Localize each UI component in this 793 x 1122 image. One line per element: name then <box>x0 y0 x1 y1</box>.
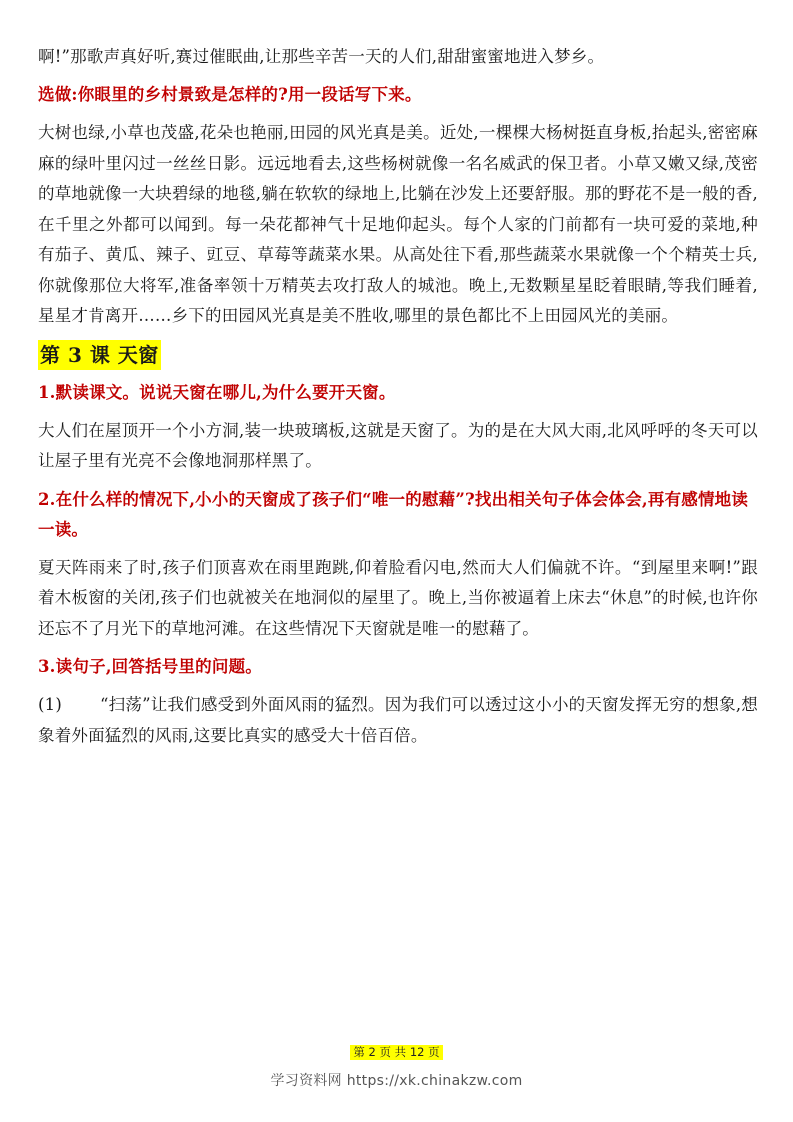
optional-question: 选做:你眼里的乡村景致是怎样的?用一段话写下来。 <box>38 85 422 104</box>
answer-3-item-1 <box>38 690 758 751</box>
page-indicator <box>0 1041 793 1060</box>
item-text: “扫荡”让我们感受到外面风雨的猛烈。因为我们可以透过这小小的天窗发挥无穷的想象,想象着外面猛烈的风雨,这要比真实的感受大十倍百倍。 <box>38 695 758 745</box>
question-3: 3.读句子,回答括号里的问题。 <box>38 657 262 676</box>
page-indicator-text: 第 2 页 共 12 页 <box>350 1045 442 1060</box>
paragraph-continuation: 啊!”那歌声真好听,赛过催眠曲,让那些辛苦一天的人们,甜甜蜜蜜地进入梦乡。 <box>38 47 605 66</box>
optional-answer: 大树也绿,小草也茂盛,花朵也艳丽,田园的风光真是美。近处,一棵棵大杨树挺直身板,抬起头,密密麻麻的绿叶里闪过一丝丝日影。远远地看去,这些杨树就像一名名威武的保卫者。小草又嫩又绿,茂密的草地就像一大块碧绿的地毯,躺在软软的绿地上,比躺在沙发上还要舒服。那的野花不是一般的香,在千里之外都可以闻到。每一朵花都神气十足地仰起头。每个人家的门前都有一块可爱的菜地,种有茄子、黄瓜、辣子、豇豆、草莓等蔬菜水果。从高处往下看,那些蔬菜水果就像一个个精英士兵,你就像那位大将军,准备率领十万精英去攻打敌人的城池。晚上,无数颗星星眨着眼睛,等我们睡着,星星才肯离开……乡下的田园风光真是美不胜收,哪里的景色都比不上田园风光的美丽。 <box>38 123 758 325</box>
answer-2: 夏天阵雨来了时,孩子们顶喜欢在雨里跑跳,仰着脸看闪电,然而大人们偏就不许。“到屋里来啊!”跟着木板窗的关闭,孩子们也就被关在地洞似的屋里了。晚上,当你被逼着上床去“休息”的时候,也许你还忘不了月光下的草地河滩。在这些情况下天窗就是唯一的慰藉了。 <box>38 557 758 638</box>
lesson-title: 第 3 课 天窗 <box>38 340 161 370</box>
question-1: 1.默读课文。说说天窗在哪儿,为什么要开天窗。 <box>38 382 396 402</box>
document-page <box>38 42 758 759</box>
item-label: (1) <box>38 695 62 714</box>
answer-1: 大人们在屋顶开一个小方洞,装一块玻璃板,这就是天窗了。为的是在大风大雨,北风呼呼的冬天可以让屋子里有光亮不会像地洞那样黑了。 <box>38 420 758 470</box>
question-2: 2.在什么样的情况下,小小的天窗成了孩子们“唯一的慰藉”?找出相关句子体会体会,再有感情地读一读。 <box>38 489 749 539</box>
footer-site: 学习资料网 https://xk.chinakzw.com <box>270 1073 523 1089</box>
